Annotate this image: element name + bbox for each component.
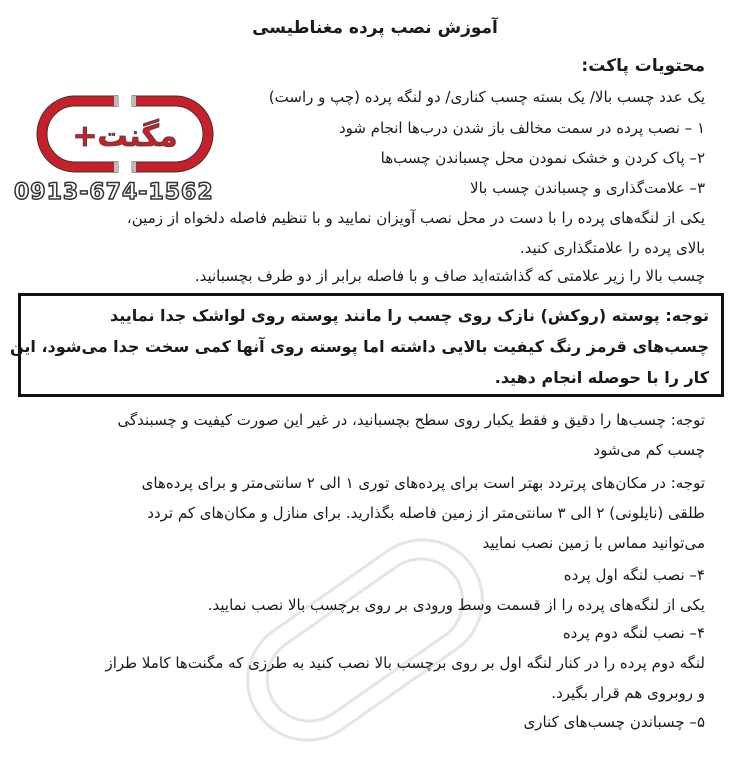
note-line: می‌توانید مماس با زمین نصب نمایید bbox=[482, 534, 705, 552]
text-line: یک عدد چسب بالا/ یک بسته چسب کناری/ دو لنگه پرده (چپ و راست) bbox=[268, 88, 705, 106]
text-line: یکی از لنگه‌های پرده را با دست در محل نصب آویزان نمایید و با تنظیم فاصله دلخواه از زمین، bbox=[126, 209, 705, 227]
step-2: ۲– پاک کردن و خشک نمودن محل چسباندن چسب‌ها bbox=[380, 149, 705, 167]
note-line: چسب کم می‌شود bbox=[593, 441, 705, 459]
logo-text: مگنت+ bbox=[72, 119, 178, 154]
brand-logo bbox=[30, 92, 220, 176]
watermark-logo bbox=[215, 520, 515, 760]
text-line: لنگه دوم پرده را در کنار لنگه اول بر روی برچسب بالا نصب کنید به طرزی که مگنت‌ها کاملا طراز bbox=[105, 654, 705, 672]
step-4b: ۴– نصب لنگه دوم پرده bbox=[562, 624, 705, 642]
note-line: طلقی (نایلونی) ۲ الی ۳ سانتی‌متر از زمین فاصله بگذارید. برای منازل و مکان‌های کم تردد bbox=[147, 504, 705, 522]
step-1: ۱ – نصب پرده در سمت مخالف باز شدن درب‌ها انجام شود bbox=[338, 119, 705, 137]
text-line: یکی از لنگه‌های پرده را از قسمت وسط ورودی بر روی برچسب بالا نصب نمایید. bbox=[207, 596, 705, 614]
step-5: ۵– چسباندن چسب‌های کناری bbox=[523, 713, 705, 731]
text-line: چسب بالا را زیر علامتی که گذاشته‌اید صاف و با فاصله برابر از دو طرف بچسبانید. bbox=[194, 267, 705, 285]
notice-line: چسب‌های قرمز رنگ کیفیت بالایی داشته اما پوسته روی آنها کمی سخت جدا می‌شود، این bbox=[9, 337, 709, 356]
text-line: بالای پرده را علامتگذاری کنید. bbox=[519, 239, 705, 257]
step-4a: ۴– نصب لنگه اول پرده bbox=[563, 566, 705, 584]
step-3: ۳– علامت‌گذاری و چسباندن چسب بالا bbox=[470, 179, 705, 197]
notice-line: توجه: پوسته (روکش) نازک روی چسب را مانند پوسته روی لواشک جدا نمایید bbox=[109, 306, 709, 325]
page-title: آموزش نصب پرده مغناطیسی bbox=[252, 18, 498, 38]
note-line: توجه: در مکان‌های پرتردد بهتر است برای پرده‌های توری ۱ الی ۲ سانتی‌متر و برای پرده‌های bbox=[141, 474, 705, 492]
note-line: توجه: چسب‌ها را دقیق و فقط یکبار روی سطح بچسبانید، در غیر این صورت کیفیت و چسبندگی bbox=[117, 411, 705, 429]
notice-line: کار را با حوصله انجام دهید. bbox=[494, 368, 709, 387]
notice-box bbox=[9, 293, 724, 397]
contents-heading: محتویات پاکت: bbox=[581, 56, 705, 76]
phone-number: 0913-674-1562 bbox=[14, 180, 214, 205]
text-line: و روبروی هم قرار بگیرد. bbox=[551, 684, 705, 702]
